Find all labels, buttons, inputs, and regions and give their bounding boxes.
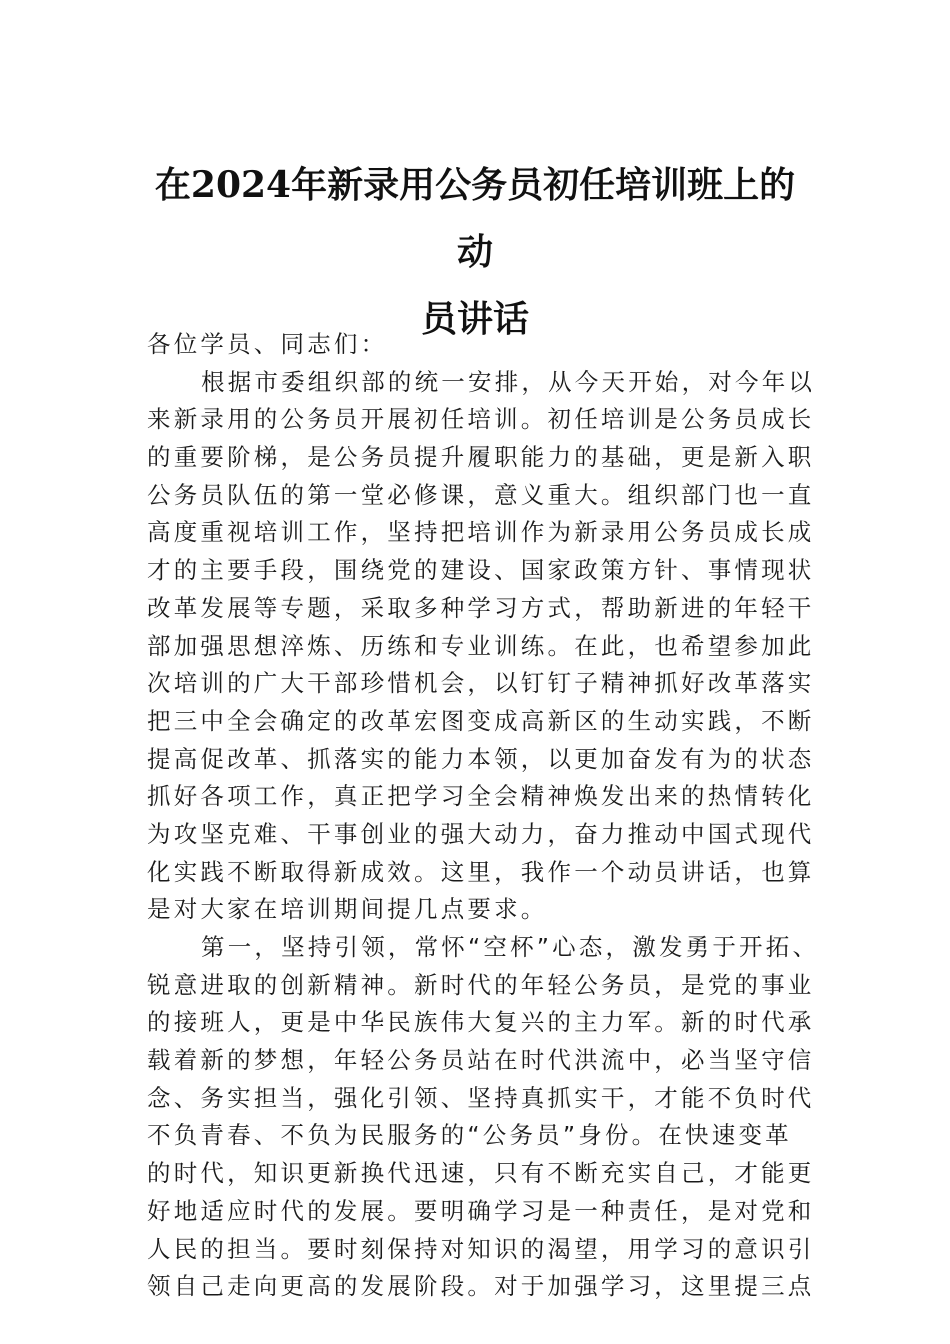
paragraph-line: 抓好各项工作，真正把学习全会精神焕发出来的热情转化 bbox=[147, 782, 815, 811]
document-body bbox=[147, 326, 820, 1306]
paragraph-line: 根据市委组织部的统一安排，从今天开始，对今年以 bbox=[201, 367, 816, 396]
paragraph-line: 第一，坚持引领，常怀“空杯”心态，激发勇于开拓、 bbox=[201, 933, 820, 961]
paragraph-line: 的接班人，更是中华民族伟大复兴的主力军。新的时代承 bbox=[147, 1008, 815, 1037]
paragraph-1 bbox=[147, 364, 816, 929]
paragraph-line: 人民的担当。要时刻保持对知识的渴望，用学习的意识引 bbox=[147, 1234, 815, 1263]
paragraph-line: 高度重视培训工作，坚持把培训作为新录用公务员成长成 bbox=[147, 518, 815, 547]
paragraph-line: 念、务实担当，强化引领、坚持真抓实干，才能不负时代 bbox=[147, 1083, 815, 1112]
salutation: 各位学员、同志们： bbox=[147, 330, 388, 358]
paragraph-line: 来新录用的公务员开展初任培训。初任培训是公务员成长 bbox=[147, 405, 815, 434]
paragraph-2 bbox=[147, 929, 820, 1306]
paragraph-line: 才的主要手段，围绕党的建设、国家政策方针、事情现状 bbox=[147, 556, 815, 585]
paragraph-line: 领自己走向更高的发展阶段。对于加强学习，这里提三点 bbox=[147, 1272, 815, 1301]
paragraph-line: 不负青春、不负为民服务的“公务员”身份。在快速变革 bbox=[147, 1121, 792, 1150]
paragraph-line: 为攻坚克难、干事创业的强大动力，奋力推动中国式现代 bbox=[147, 819, 815, 848]
paragraph-line: 的重要阶梯，是公务员提升履职能力的基础，更是新入职 bbox=[147, 443, 815, 472]
paragraph-line: 好地适应时代的发展。要明确学习是一种责任，是对党和 bbox=[147, 1196, 815, 1225]
paragraph-line: 部加强思想淬炼、历练和专业训练。在此，也希望参加此 bbox=[147, 631, 815, 660]
paragraph-line: 是对大家在培训期间提几点要求。 bbox=[147, 895, 548, 924]
paragraph-line: 载着新的梦想，年轻公务员站在时代洪流中，必当坚守信 bbox=[147, 1046, 815, 1075]
document-title bbox=[140, 152, 810, 353]
paragraph-line: 次培训的广大干部珍惜机会，以钉钉子精神抓好改革落实 bbox=[147, 669, 815, 698]
title-line-2: 员讲话 bbox=[420, 298, 529, 340]
title-line-1: 在2024年新录用公务员初任培训班上的动 bbox=[154, 164, 796, 273]
paragraph-line: 的时代，知识更新换代迅速，只有不断充实自己，才能更 bbox=[147, 1159, 815, 1188]
paragraph-line: 公务员队伍的第一堂必修课，意义重大。组织部门也一直 bbox=[147, 480, 815, 509]
paragraph-line: 锐意进取的创新精神。新时代的年轻公务员，是党的事业 bbox=[147, 970, 815, 999]
paragraph-line: 改革发展等专题，采取多种学习方式，帮助新进的年轻干 bbox=[147, 593, 815, 622]
paragraph-line: 提高促改革、抓落实的能力本领，以更加奋发有为的状态 bbox=[147, 744, 815, 773]
paragraph-line: 把三中全会确定的改革宏图变成高新区的生动实践，不断 bbox=[147, 706, 815, 735]
paragraph-line: 化实践不断取得新成效。这里，我作一个动员讲话，也算 bbox=[147, 857, 815, 886]
